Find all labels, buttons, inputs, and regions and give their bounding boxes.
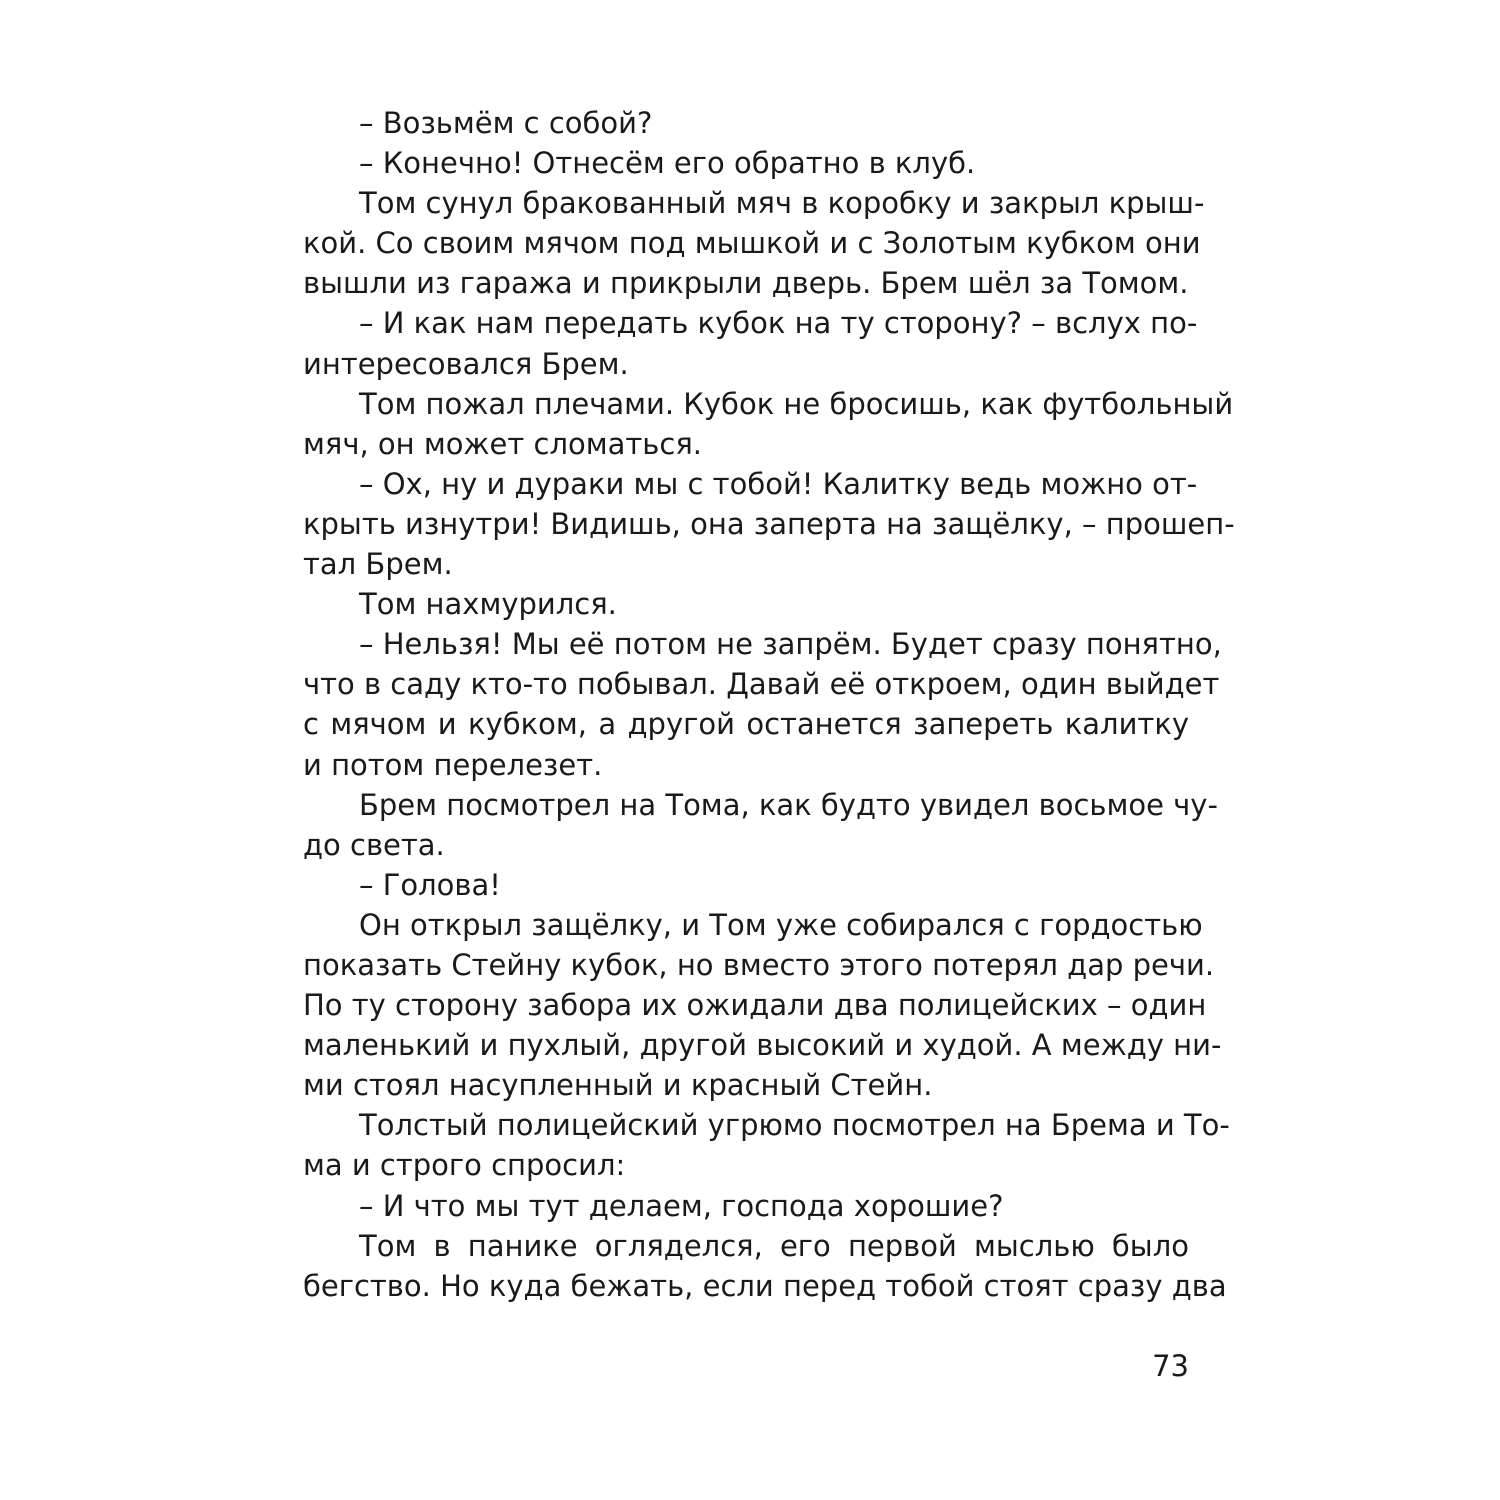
page-text	[303, 103, 1235, 1306]
text-line: – И что мы тут делаем, господа хорошие?	[359, 1188, 1004, 1223]
text-line: тал Брем.	[303, 547, 453, 582]
text-line: с мячом и кубком, а другой останется запереть калитку	[303, 707, 1189, 742]
text-line: Том пожал плечами. Кубок не бросишь, как футбольный	[359, 386, 1234, 421]
text-line: По ту сторону забора их ожидали два полицейских – один	[303, 988, 1207, 1023]
text-line: Том в панике огляделся, его первой мыслью было	[359, 1228, 1189, 1263]
text-line: Он открыл защёлку, и Том уже собирался с гордостью	[359, 907, 1203, 942]
text-line: – Голова!	[359, 867, 501, 902]
text-line: ма и строго спросил:	[303, 1148, 626, 1183]
text-line: Том нахмурился.	[359, 587, 617, 622]
text-line: Толстый полицейский угрюмо посмотрел на Брема и То-	[359, 1108, 1230, 1143]
text-line: – Ох, ну и дураки мы с тобой! Калитку ведь можно от-	[359, 466, 1198, 501]
text-line: крыть изнутри! Видишь, она заперта на защёлку, – прошеп-	[303, 506, 1235, 541]
text-line: мяч, он может сломаться.	[303, 426, 702, 461]
text-line: вышли из гаража и прикрыли дверь. Брем шёл за Томом.	[303, 266, 1189, 301]
text-line: ми стоял насупленный и красный Стейн.	[303, 1068, 933, 1103]
text-line: интересовался Брем.	[303, 346, 629, 381]
text-line: – Конечно! Отнесём его обратно в клуб.	[359, 146, 976, 181]
text-line: – И как нам передать кубок на ту сторону? – вслух по-	[359, 306, 1198, 341]
page-number: 73	[1152, 1349, 1189, 1383]
text-line: и потом перелезет.	[303, 747, 603, 782]
text-line: – Нельзя! Мы её потом не запрём. Будет сразу понятно,	[359, 627, 1222, 662]
text-line: кой. Со своим мячом под мышкой и с Золотым кубком они	[303, 226, 1201, 261]
text-line: Брем посмотрел на Тома, как будто увидел восьмое чу-	[359, 787, 1218, 822]
text-line: – Возьмём с собой?	[359, 106, 653, 140]
text-line: показать Стейну кубок, но вместо этого потерял дар речи.	[303, 947, 1215, 982]
text-line: бегство. Но куда бежать, если перед тобой стоят сразу два	[303, 1268, 1227, 1303]
text-line: что в саду кто-то побывал. Давай её откроем, один выйдет	[303, 667, 1220, 702]
text-line: до света.	[303, 827, 445, 862]
text-line: маленький и пухлый, другой высокий и худой. А между ни-	[303, 1028, 1222, 1063]
text-line: Том сунул бракованный мяч в коробку и закрыл крыш-	[359, 186, 1205, 221]
